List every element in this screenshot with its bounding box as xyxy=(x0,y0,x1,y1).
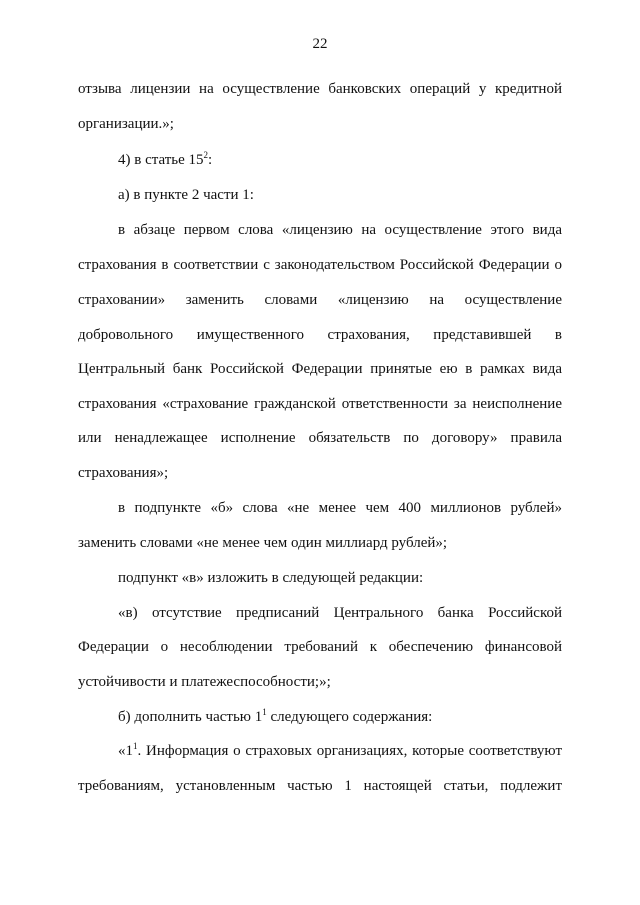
text-line-11: или ненадлежащее исполнение обязательств по договору» правила xyxy=(78,430,562,446)
article-colon: : xyxy=(208,152,213,168)
text-line-3 xyxy=(118,150,562,170)
text-line-4: а) в пункте 2 части 1: xyxy=(118,187,254,203)
text-line-15: подпункт «в» изложить в следующей редакции: xyxy=(118,570,424,586)
text-line-17: Федерации о несоблюдении требований к обеспечению финансовой xyxy=(78,639,562,655)
part-superscript: 1 xyxy=(262,707,267,717)
text-line-12: страхования»; xyxy=(78,465,169,481)
text-line-8: добровольного имущественного страхования, представившей в xyxy=(78,327,562,343)
clause-open: «1 xyxy=(118,743,133,759)
text-line-10: страхования «страхование гражданской ответственности за неисполнение xyxy=(78,396,562,412)
text-line-1: отзыва лицензии на осуществление банковских операций у кредитной xyxy=(78,81,562,97)
text-line-21: требованиям, установленным частью 1 настоящей статьи, подлежит xyxy=(78,778,562,794)
text-line-5: в абзаце первом слова «лицензию на осуществление этого вида xyxy=(118,222,562,238)
part-ref-rest: следующего содержания: xyxy=(266,709,433,725)
part-ref: б) дополнить частью 1 xyxy=(118,709,263,725)
text-line-2: организации.»; xyxy=(78,116,174,132)
page-number: 22 xyxy=(312,36,328,52)
text-line-18: устойчивости и платежеспособности;»; xyxy=(78,674,331,690)
text-line-9: Центральный банк Российской Федерации принятые ею в рамках вида xyxy=(78,361,562,377)
text-line-6: страхования в соответствии с законодательством Российской Федерации о xyxy=(78,257,562,273)
article-ref: 4) в статье 15 xyxy=(118,152,204,168)
article-superscript: 2 xyxy=(203,150,209,160)
text-line-13: в подпункте «б» слова «не менее чем 400 миллионов рублей» xyxy=(118,500,562,516)
clause-text: . Информация о страховых организациях, которые соответствуют xyxy=(137,743,562,759)
clause-superscript: 1 xyxy=(133,741,138,751)
text-line-20 xyxy=(118,741,562,761)
text-line-19 xyxy=(118,707,562,727)
text-line-16: «в) отсутствие предписаний Центрального банка Российской xyxy=(118,605,562,621)
text-line-7: страховании» заменить словами «лицензию на осуществление xyxy=(78,292,562,308)
text-line-14: заменить словами «не менее чем один миллиард рублей»; xyxy=(78,535,448,551)
